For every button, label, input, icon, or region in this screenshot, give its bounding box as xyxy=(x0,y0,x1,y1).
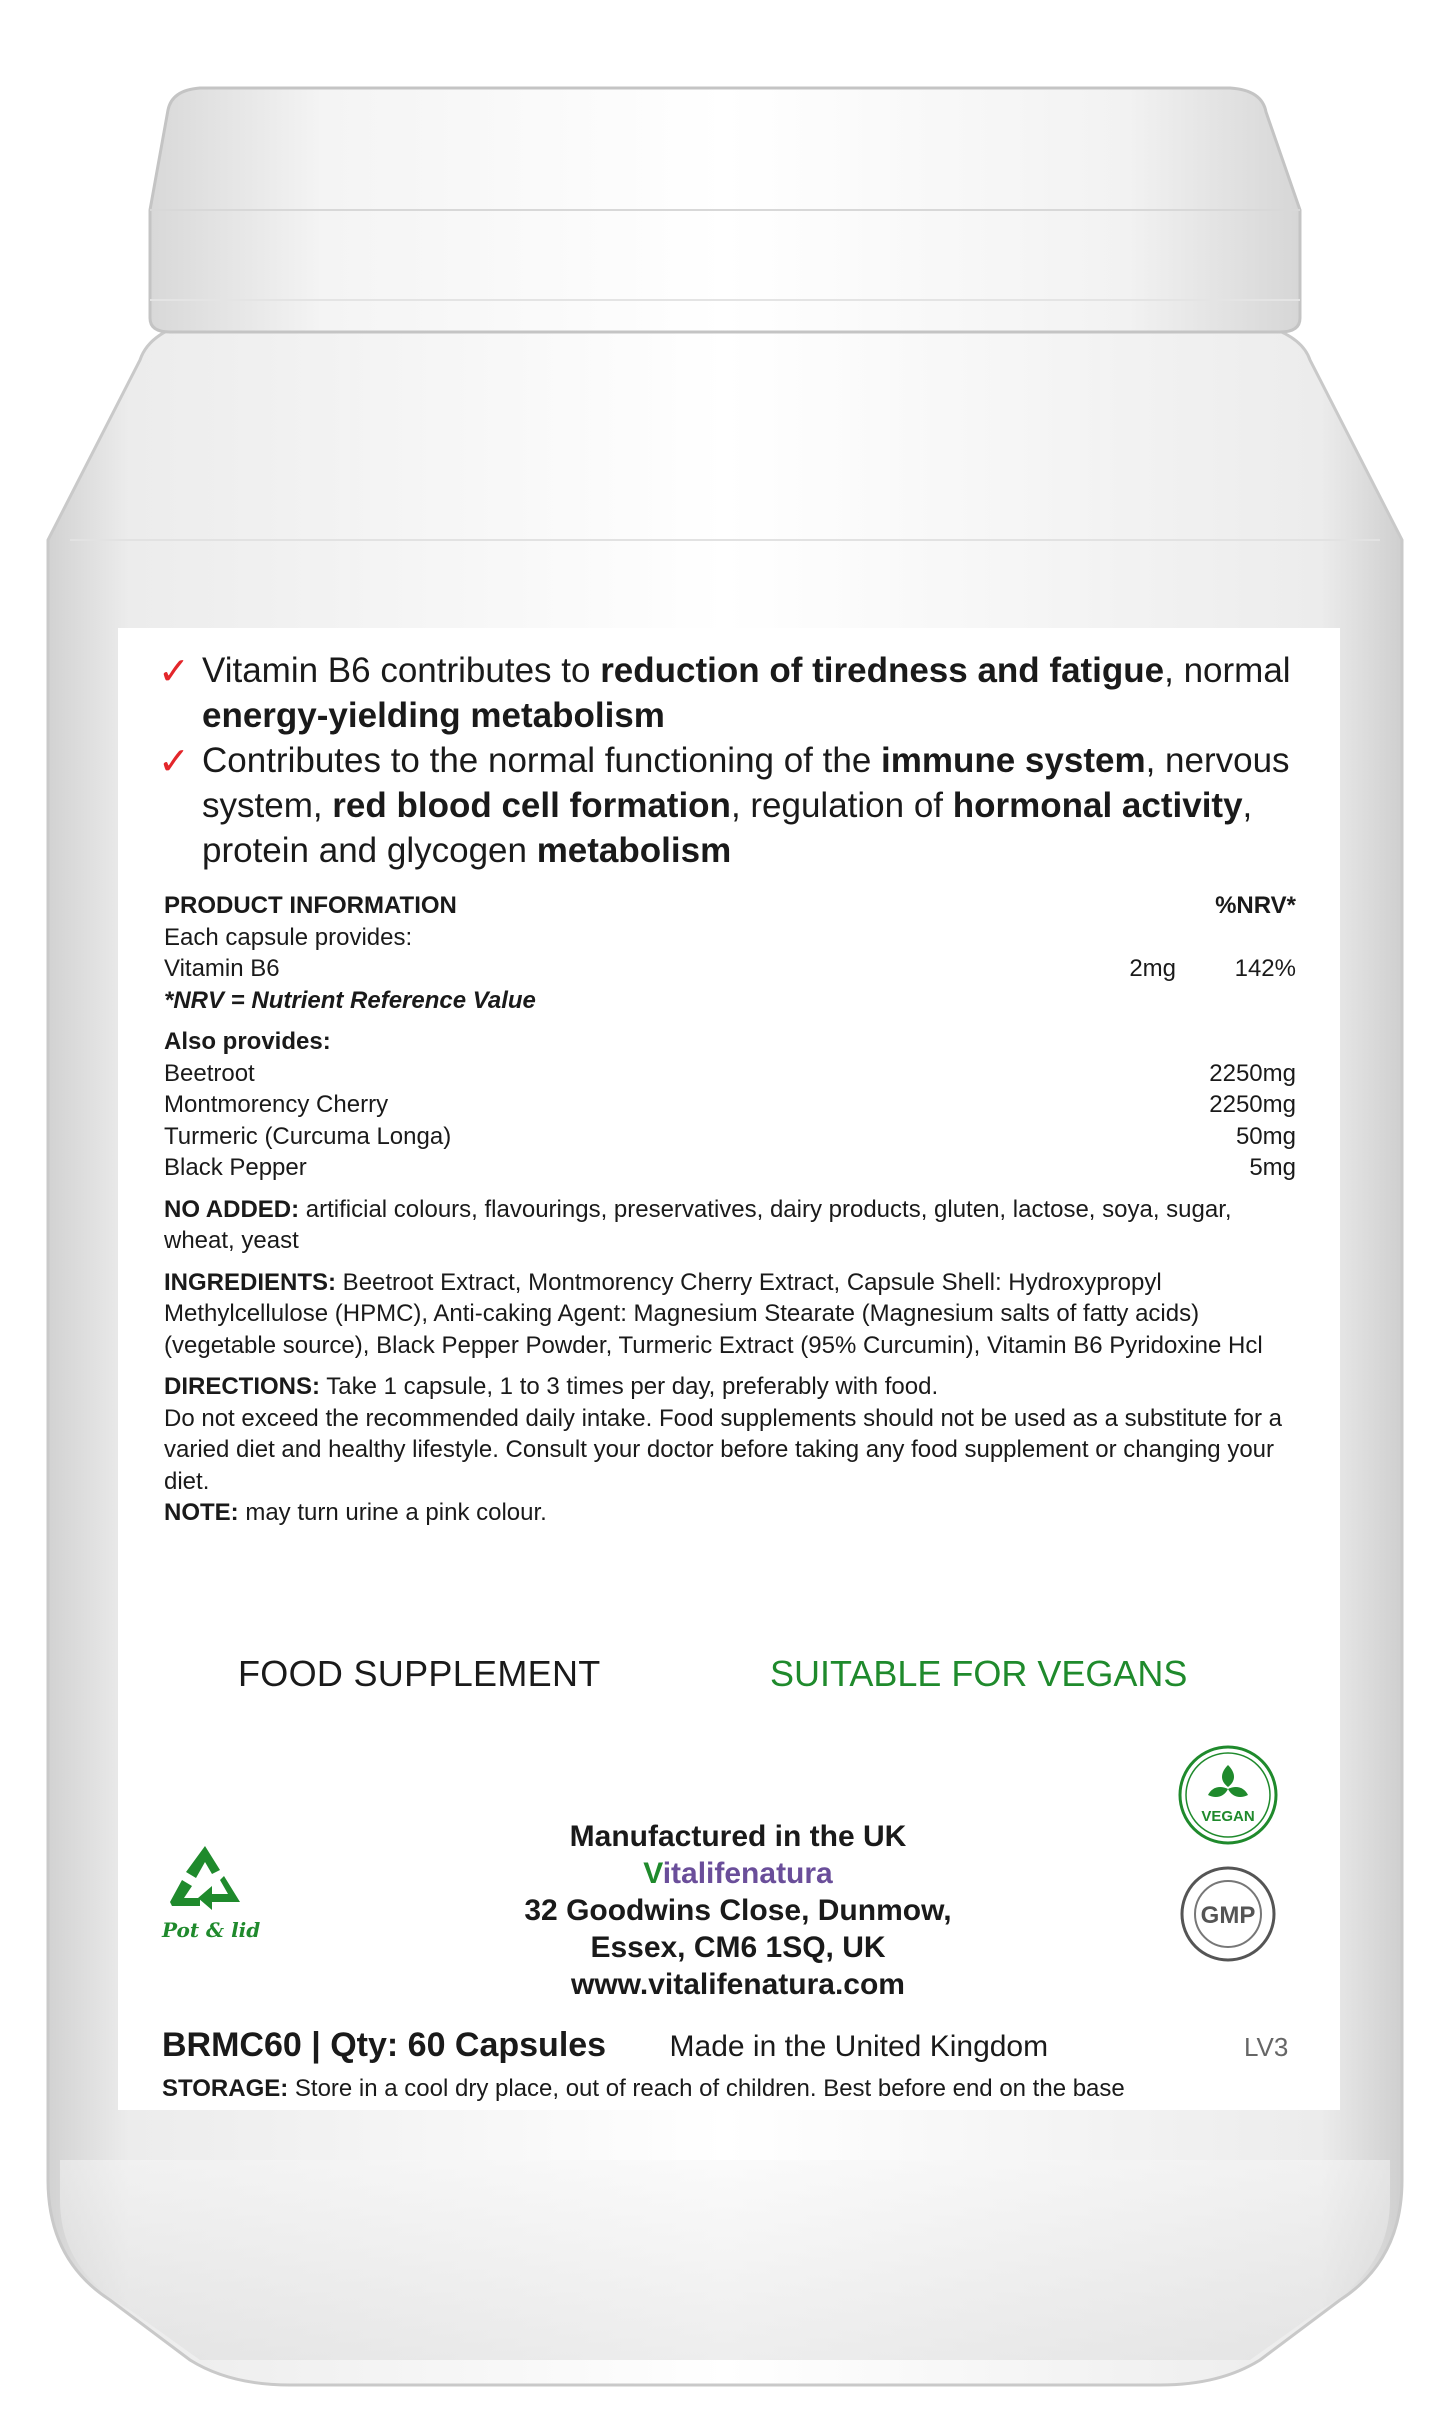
warning-text: Do not exceed the recommended daily intake. Food supplements should not be used as a substitute for a varied diet and healthy lifestyle. Consult your doctor before taking any food supplement or changing your diet. xyxy=(164,1404,1283,1495)
nutrient-name: Vitamin B6 xyxy=(164,955,280,982)
claim-text: , normal xyxy=(1164,651,1291,690)
ingredient-row xyxy=(164,1058,1296,1090)
note-paragraph xyxy=(164,1497,1296,1529)
nutrient-nrv: 142% xyxy=(1234,955,1296,982)
claim-bold: hormonal activity xyxy=(952,786,1243,825)
no-added-label: NO ADDED: xyxy=(164,1195,300,1223)
directions-label: DIRECTIONS: xyxy=(164,1373,320,1400)
nutrient-amount: 2mg xyxy=(1129,955,1176,982)
storage-line xyxy=(162,2075,1125,2103)
claim-bold: red blood cell formation xyxy=(332,786,731,825)
ingredient-name: Black Pepper xyxy=(164,1154,307,1181)
ingredient-name: Turmeric (Curcuma Longa) xyxy=(164,1122,452,1150)
ingredients-paragraph xyxy=(164,1267,1296,1362)
gmp-logo-text: GMP xyxy=(1200,1902,1256,1929)
ingredient-name: Montmorency Cherry xyxy=(164,1091,389,1118)
pot-and-lid-text: Pot & lid xyxy=(162,1918,261,1942)
storage-text: Store in a cool dry place, out of reach of children. Best before end on the base xyxy=(288,2075,1125,2102)
ingredient-row xyxy=(164,1121,1296,1153)
ingredient-amount: 2250mg xyxy=(1209,1059,1296,1087)
made-in-text: Made in the United Kingdom xyxy=(669,2030,1049,2063)
no-added-paragraph xyxy=(164,1194,1296,1257)
product-code-line xyxy=(162,2026,1312,2065)
claim-bold: energy-yielding metabolism xyxy=(202,696,665,735)
claim-text: , regulation of xyxy=(730,786,953,825)
health-claims xyxy=(158,648,1338,873)
check-icon: ✓ xyxy=(158,651,190,693)
ingredient-amount: 2250mg xyxy=(1209,1091,1296,1118)
directions-text: Take 1 capsule, 1 to 3 times per day, preferably with food. xyxy=(320,1373,939,1400)
also-provides-heading: Also provides: xyxy=(164,1028,331,1055)
claim-text: Vitamin B6 contributes to xyxy=(202,651,601,690)
address-line-1: 32 Goodwins Close, Dunmow, xyxy=(524,1894,952,1927)
recycle-icon xyxy=(162,1840,248,1920)
brand-name xyxy=(448,1855,1028,1892)
claim-bold: reduction of tiredness and fatigue xyxy=(600,651,1165,690)
vegan-logo-icon xyxy=(1176,1743,1280,1847)
note-text: may turn urine a pink colour. xyxy=(238,1499,547,1526)
manufactured-in-text: Manufactured in the UK xyxy=(569,1820,907,1853)
nrv-note: *NRV = Nutrient Reference Value xyxy=(164,986,536,1014)
ingredient-row xyxy=(164,1152,1296,1184)
brand-initial: V xyxy=(643,1857,663,1890)
ingredient-row xyxy=(164,1089,1296,1121)
claim-bold: metabolism xyxy=(536,831,732,870)
ingredient-amount: 5mg xyxy=(1249,1154,1296,1181)
directions-paragraph xyxy=(164,1371,1296,1403)
no-added-text: artificial colours, flavourings, preservatives, dairy products, gluten, lactose, soya, sugar, wheat, yeast xyxy=(164,1195,1232,1254)
claim-bold: immune system xyxy=(881,741,1146,780)
claim-1 xyxy=(158,648,1338,738)
claim-2 xyxy=(158,738,1338,873)
ingredient-name: Beetroot xyxy=(164,1059,255,1087)
ingredients-text: Beetroot Extract, Montmorency Cherry Extract, Capsule Shell: Hydroxypropyl Methylcellulose (HPMC), Anti-caking Agent: Magnesium Stearate (Magnesium salts of fatty acids) (vegetable source), Black Pepper Powder, Turmeric Extract (95% Curcumin), Vitamin B6 Pyridoxine Hcl xyxy=(164,1268,1263,1359)
note-label: NOTE: xyxy=(164,1499,239,1526)
storage-label: STORAGE: xyxy=(162,2075,289,2102)
nrv-heading: %NRV* xyxy=(1215,892,1296,919)
website-text: www.vitalifenatura.com xyxy=(571,1968,905,2001)
vegan-logo-text: VEGAN xyxy=(1201,1808,1255,1825)
claim-text: , protein and glycogen xyxy=(202,786,1253,870)
each-capsule-text: Each capsule provides: xyxy=(164,923,413,951)
product-information xyxy=(164,890,1296,1529)
lv-code: LV3 xyxy=(1244,2032,1289,2062)
gmp-logo-icon xyxy=(1178,1864,1278,1964)
product-code: BRMC60 | Qty: 60 Capsules xyxy=(162,2026,607,2064)
vitamin-b6-row xyxy=(164,953,1296,985)
food-supplement-text: FOOD SUPPLEMENT xyxy=(238,1653,601,1694)
check-icon: ✓ xyxy=(158,741,190,783)
brand-rest: italifenatura xyxy=(662,1857,833,1890)
product-label xyxy=(118,628,1340,2110)
address-line-2: Essex, CM6 1SQ, UK xyxy=(590,1931,886,1964)
product-info-heading: PRODUCT INFORMATION xyxy=(164,892,457,919)
claim-text: Contributes to the normal functioning of the xyxy=(202,741,882,780)
claim-text: , nervous system, xyxy=(202,741,1290,825)
ingredients-label: INGREDIENTS: xyxy=(164,1268,337,1296)
suitable-for-vegans-text: SUITABLE FOR VEGANS xyxy=(770,1653,1188,1694)
ingredient-amount: 50mg xyxy=(1235,1122,1296,1150)
manufacturer-block xyxy=(448,1818,1028,2003)
